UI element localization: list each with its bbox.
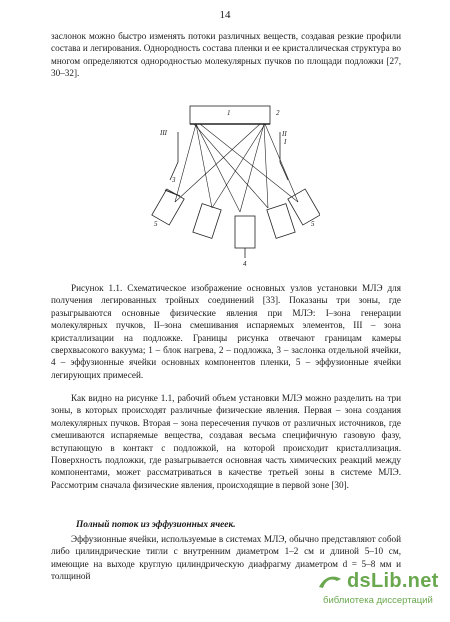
- effusion-cell-center: [235, 216, 255, 248]
- watermark-logo: dsLib.net: [347, 570, 439, 592]
- intro-paragraph: заслонок можно быстро изменять потоки различных веществ, создавая резкие профили состава и легирования. Однородность состава пленки и ее кристаллическая структура во многом определяются однородностью молекулярных пучков по площади подложки [27, 30–32].: [51, 31, 401, 79]
- section-heading: Полный поток из эффузионных ячеек.: [76, 520, 236, 530]
- body-paragraph: Как видно на рисунке 1.1, рабочий объем установки МЛЭ можно разделить на три зоны, в которых происходят различные физические явления. Первая – зона создания молекулярных пучков. Вторая – зона пересечения пучков от различных источников, где смешиваются испаряемые вещества, создавая весьма специфичную газовую фазу, вступающую в контакт с подложкой, на которой происходит кристаллизация. Поверхность подложки, где разыгрывается основная часть химических реакций между компонентами, может рассматриваться в качестве третьей зоны в системе МЛЭ. Рассмотрим сначала физические явления, происходящие в первой зоне [30].: [51, 393, 401, 490]
- figure-caption: Рисунок 1.1. Схематическое изображение основных узлов установки МЛЭ для получения легированных тройных соединений [33]. Показаны три зоны, где разыгрываются основные физические явления при МЛЭ: I–зона генерации молекулярных пучков, II–зона смешивания испаряемых элементов, III – зона кристаллизации на подложке. Границы рисунка отвечают границам камеры сверхвысокого вакуума; 1 – блок нагрева, 2 – подложка, 3 – заслонка отдельной ячейки, 4 – эффузионные ячейки основных компонентов пленки, 5 – эффузионные ячейки легирующих примесей.: [51, 283, 401, 380]
- label-zone-I: I: [284, 138, 287, 146]
- page-number: 14: [219, 9, 231, 21]
- label-heater: 1: [227, 109, 231, 117]
- label-substrate: 2: [276, 109, 280, 117]
- effusion-cell-main-right: [267, 204, 295, 239]
- label-main-cell: 4: [243, 260, 247, 268]
- effusion-cell-main-left: [193, 204, 221, 239]
- mbe-schematic-figure: [130, 100, 320, 268]
- label-dopant-left: 5: [154, 220, 158, 228]
- molecular-beams: [175, 124, 298, 212]
- label-dopant-right: 5: [311, 220, 315, 228]
- dslib-watermark: [313, 570, 437, 614]
- label-zone-II: II: [282, 130, 287, 138]
- chamber-boundary-left: [170, 132, 178, 180]
- watermark-subtitle: библиотека диссертаций: [323, 595, 433, 606]
- effusion-cell-dopant-right: [288, 189, 320, 225]
- label-shutter: 3: [172, 176, 176, 184]
- section-paragraph: Эффузионные ячейки, используемые в системах МЛЭ, обычно представляют собой либо цилиндрические тигли с внутренним диаметром 1–2 см и длиной 5–10 см, имеющие на выходе круглую цилиндрическую диафрагму диаметром d = 5–8 мм и толщиной: [51, 534, 401, 581]
- label-zone-III: III: [160, 129, 167, 137]
- dslib-logo-icon: [317, 573, 343, 591]
